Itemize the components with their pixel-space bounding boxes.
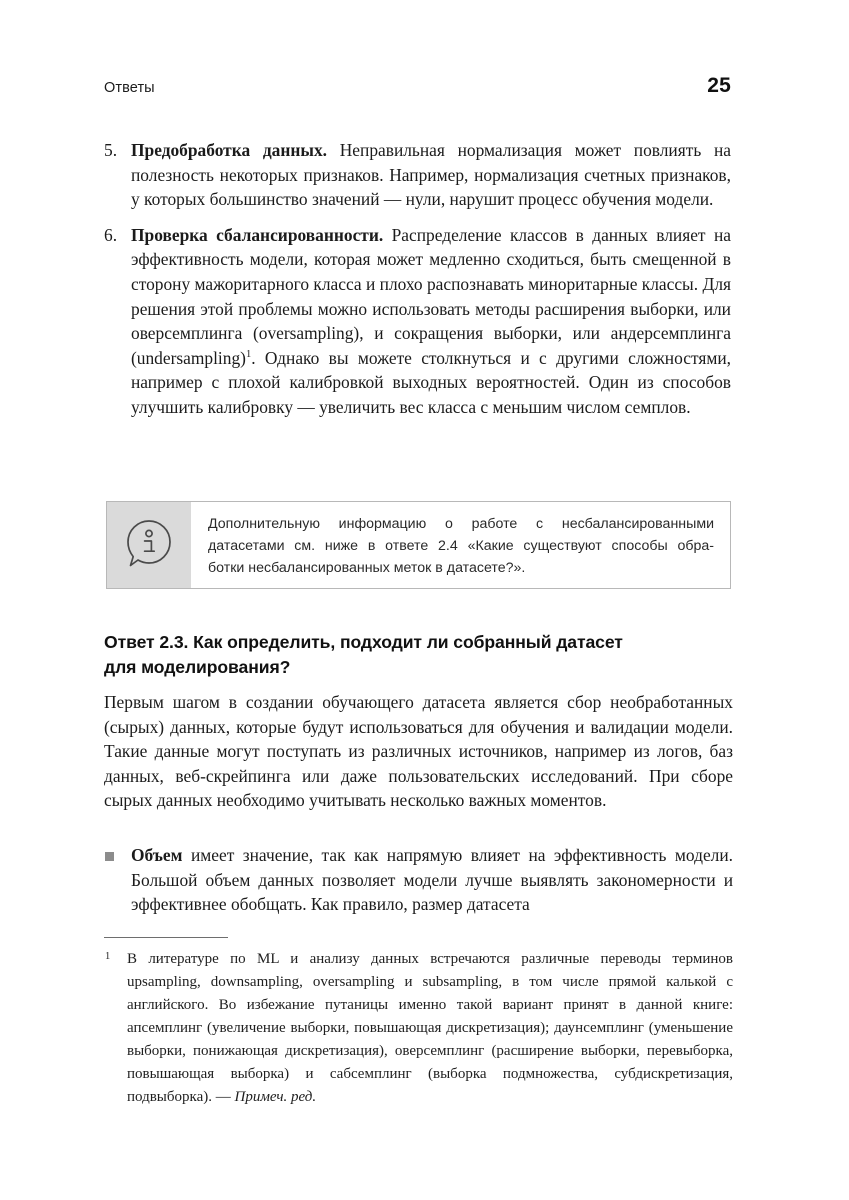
page-number: 25 [707, 74, 731, 97]
list-item-number: 5. [104, 140, 118, 160]
list-item-text-after-footnote: . Однако вы можете столкнуться и с другими сложностями, например с плохой калибровкой выходных вероятностей. Один из способов улучшить калибровку — увеличить вес класса с меньшим числом семплов. [131, 347, 731, 417]
callout-line-2: датасетами см. ниже в ответе 2.4 «Какие существуют способы обра- [208, 538, 714, 554]
list-item-text-before-footnote: Распределение классов в данных влияет на эффективность модели, которая может медленно сходиться, быть смещенной в сторону мажоритарного класса и плохо распознавать миноритарные классы. Для решения этой проблемы можно использовать методы расширения выборки, или оверсемплинга (oversampling), и сокращения выборки, или андерсемплинга (undersampling) [131, 224, 731, 368]
bullet-item-text: имеет значение, так как напрямую влияет на эффективность модели. Большой объем данных позволяет модели лучше выявлять закономерности и эффективнее обобщать. Как правило, размер датасета [131, 845, 733, 915]
footnote-separator-rule [104, 937, 228, 938]
list-item-text: Неправильная нормализация может повлиять на полезность некоторых признаков. Например, нормализация счетных признаков, у которых большинство значений — нули, нарушит процесс обучения модели. [131, 140, 731, 210]
footnote-reference-marker: 1 [245, 348, 252, 360]
body-paragraph: Первым шагом в создании обучающего датасета является сбор необработанных (сырых) данных, которые будут использоваться для обучения и валидации модели. Такие данные могут поступать из различных источников, например из логов, баз данных, веб-скрейпинга или даже пользовательских исследований. При сборе сырых данных необходимо учитывать несколько важных моментов. [104, 692, 733, 811]
callout-line-1: Дополнительную информацию о работе с несбалансированными [208, 516, 714, 532]
footnote [104, 948, 733, 1109]
footnote-attribution: Примеч. ред. [234, 1089, 317, 1105]
footnote-number: 1 [105, 951, 111, 962]
running-head [104, 74, 731, 100]
running-head-title: Ответы [104, 80, 155, 96]
info-speech-bubble-icon [121, 515, 177, 576]
list-item [104, 843, 733, 917]
callout-line-3: ботки несбалансированных меток в датасете?». [208, 560, 526, 576]
numbered-list [104, 138, 731, 420]
footnote-text: В литературе по ML и анализу данных встречаются различные переводы терминов upsampling, downsampling, oversampling и subsampling, в том числе прямой калькой с английского. Во избежание путаницы именно такой вариант принят в данной книге: апсемплинг (увеличение выборки, повышающая дискретизация); даунсемплинг (уменьшение выборки, понижающая дискретизация), оверсемплинг (расширение выборки, перевыборка, повышающая выборка) и сабсемплинг (выборка подмножества, субдискретизация, подвыборка). — [127, 951, 733, 1105]
bullet-list [104, 843, 733, 917]
list-item-number: 6. [104, 224, 118, 245]
list-item-lead: Предобработка данных. [131, 140, 328, 160]
bullet-item-lead: Объем [131, 845, 183, 865]
section-heading [104, 630, 731, 680]
section-heading-line-1: Ответ 2.3. Как определить, подходит ли собранный датасет [104, 632, 623, 652]
list-item [104, 138, 731, 212]
callout-icon-pane [107, 502, 191, 588]
list-item [104, 223, 731, 420]
callout-text [191, 502, 730, 588]
numbered-list-section [104, 138, 731, 420]
section-heading-line-2: для моделирования? [104, 657, 291, 677]
square-bullet-icon [105, 852, 114, 861]
info-callout [106, 501, 731, 589]
list-item-lead: Проверка сбалансированности. [131, 224, 384, 245]
